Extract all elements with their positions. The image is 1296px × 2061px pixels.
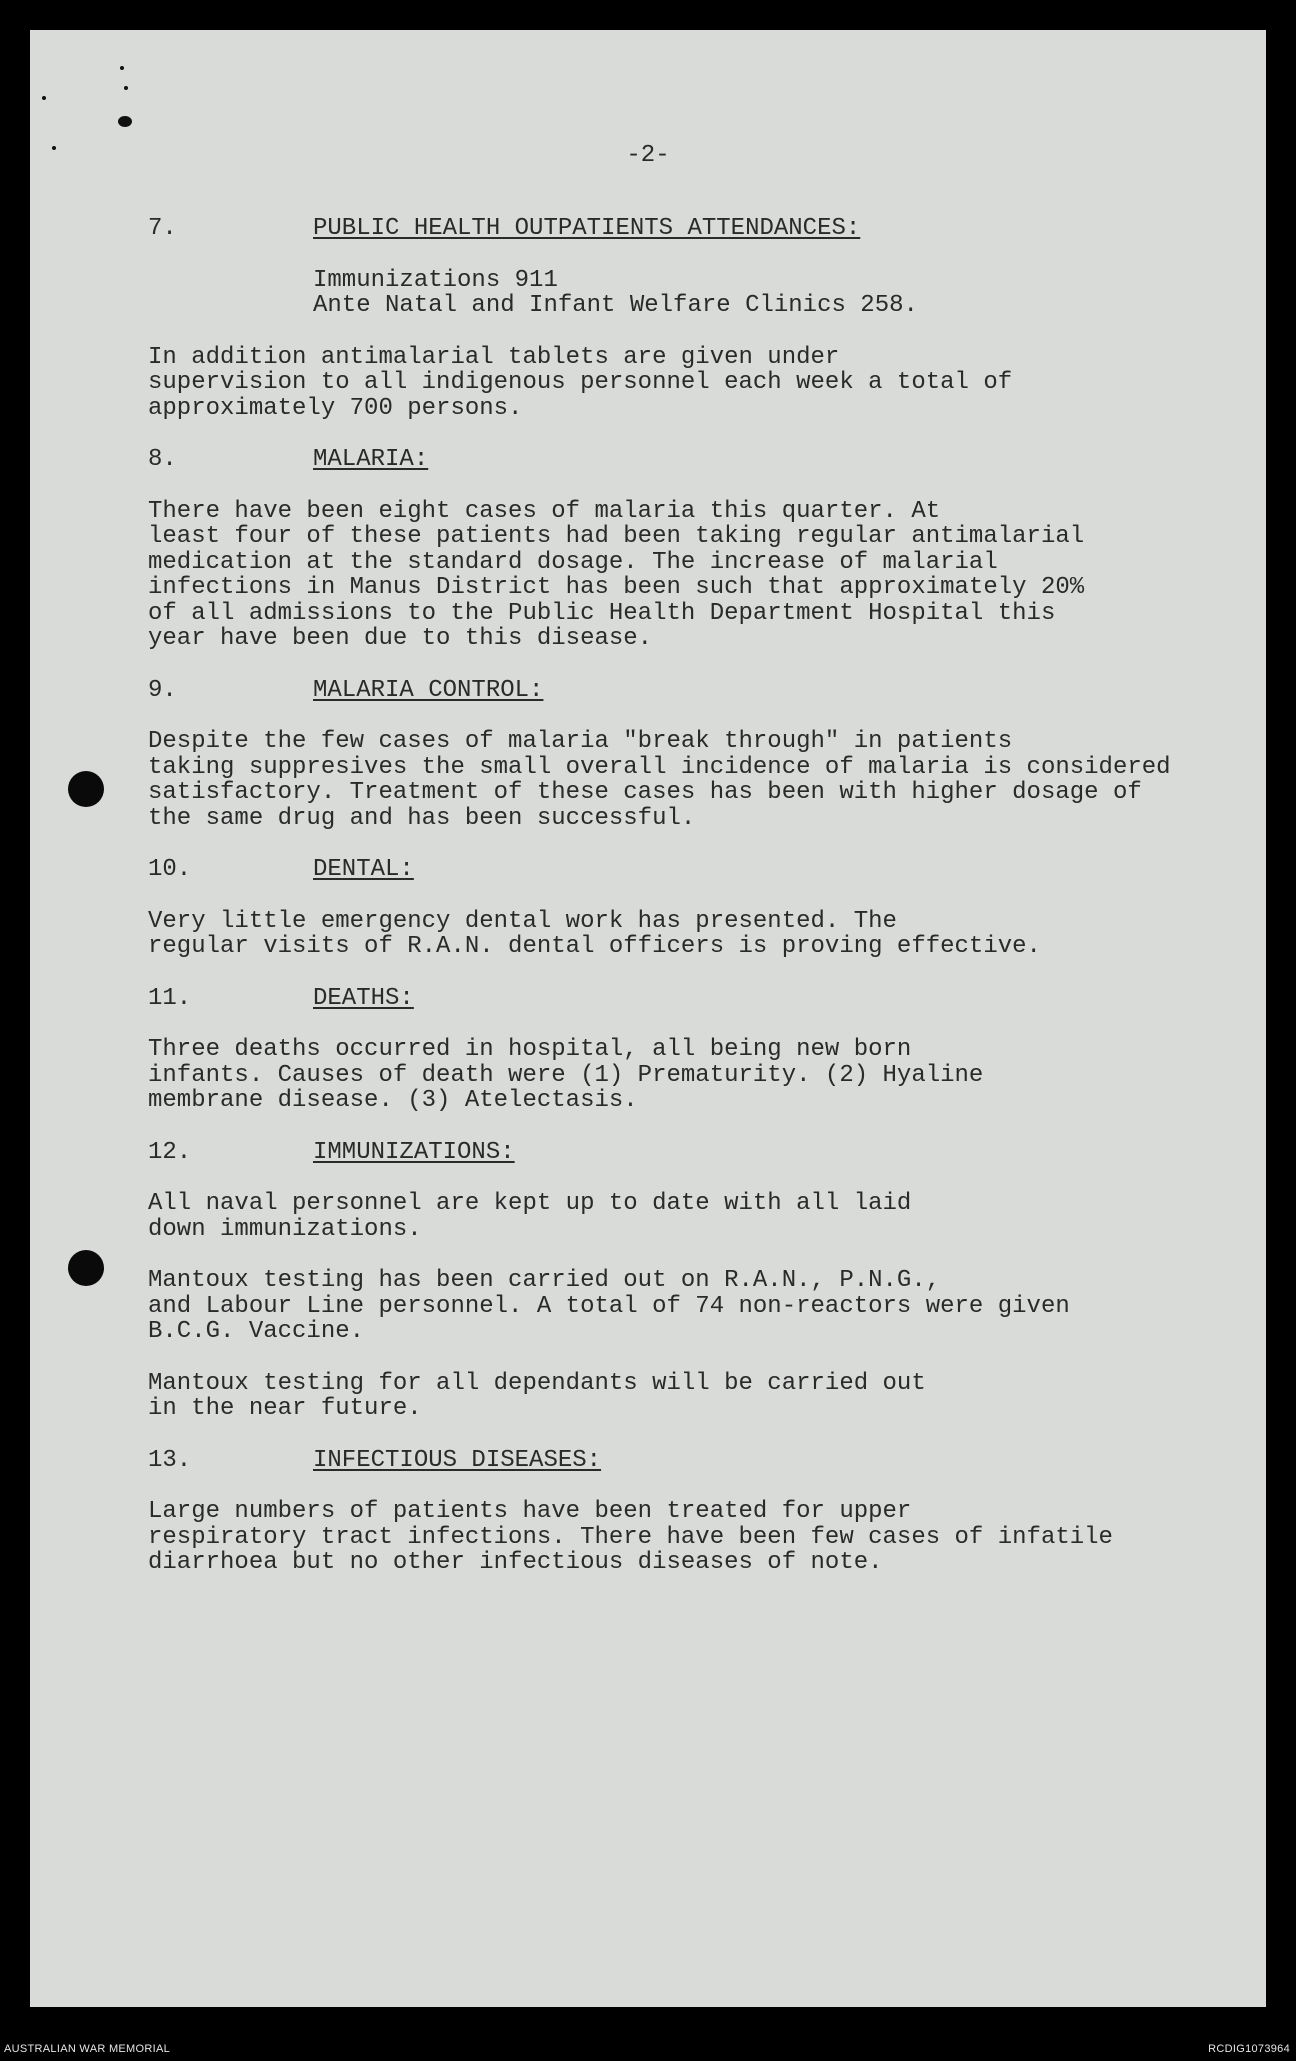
paragraph: Very little emergency dental work has presented. The regular visits of R.A.N. dental officers is proving effective.: [148, 907, 1041, 960]
section-13: [148, 1448, 1268, 1576]
punch-hole: [68, 1250, 104, 1286]
section-number: 7.: [148, 215, 177, 242]
ink-speck: [124, 86, 128, 90]
paragraph: Despite the few cases of malaria "break through" in patients taking suppresives the small overall incidence of malaria is considered satisfactory. Treatment of these cases has been with higher dosage of the same drug and has been successful.: [148, 728, 1171, 832]
section-title: IMMUNIZATIONS:: [313, 1138, 515, 1166]
paragraph: Three deaths occurred in hospital, all being new born infants. Causes of death were (1) Prematurity. (2) Hyaline membrane disease. (3) Atelectasis.: [148, 1036, 984, 1114]
document-page: [30, 30, 1266, 2007]
section-heading: [148, 857, 1268, 883]
section-11: [148, 986, 1268, 1114]
section-7: [148, 216, 1268, 421]
ink-speck: [42, 96, 46, 100]
section-number: 10.: [148, 856, 192, 883]
section-9: [148, 678, 1268, 832]
page-number: -2-: [626, 142, 670, 169]
section-number: 11.: [148, 984, 192, 1012]
footer-institution: AUSTRALIAN WAR MEMORIAL: [4, 2043, 171, 2055]
section-number: 13.: [148, 1446, 192, 1474]
section-title: DEATHS:: [313, 984, 414, 1012]
paragraph: Large numbers of patients have been treated for upper respiratory tract infections. There have been few cases of infatile diarrhoea but no other infectious diseases of note.: [148, 1498, 1113, 1576]
paragraph: Mantoux testing for all dependants will be carried out in the near future.: [148, 1369, 926, 1422]
ink-speck: [118, 116, 132, 127]
paragraph: In addition antimalarial tablets are given under supervision to all indigenous personnel each week a total of approximately 700 persons.: [148, 343, 1013, 422]
attendance-list: Immunizations 911 Ante Natal and Infant Welfare Clinics 258.: [313, 266, 918, 319]
section-title: DENTAL:: [313, 856, 414, 883]
section-title: MALARIA:: [313, 446, 429, 473]
section-8: [148, 447, 1268, 652]
paragraph: There have been eight cases of malaria this quarter. At least four of these patients had been taking regular antimalarial medication at the standard dosage. The increase of malarial infections in Manus District has been such that approximately 20% of all admissions to the Public Health Department Hospital this year have been due to this disease.: [148, 497, 1085, 652]
section-number: 9.: [148, 676, 177, 704]
section-heading: [148, 986, 1268, 1012]
ink-speck: [120, 66, 124, 70]
paragraph: Mantoux testing has been carried out on R.A.N., P.N.G., and Labour Line personnel. A total of 74 non-reactors were given B.C.G. Vaccine.: [148, 1267, 1070, 1345]
paragraph: All naval personnel are kept up to date with all laid down immunizations.: [148, 1190, 912, 1243]
document-body: [148, 216, 1268, 1602]
section-heading: [148, 1448, 1268, 1474]
footer-record-id: RCDIG1073964: [1208, 2043, 1290, 2055]
section-heading: [148, 216, 1268, 242]
section-title: MALARIA CONTROL:: [313, 676, 544, 704]
section-number: 12.: [148, 1138, 192, 1166]
section-number: 8.: [148, 446, 177, 473]
punch-hole: [68, 771, 104, 807]
section-heading: [148, 447, 1268, 473]
section-heading: [148, 1140, 1268, 1166]
section-title: PUBLIC HEALTH OUTPATIENTS ATTENDANCES:: [313, 215, 861, 242]
section-title: INFECTIOUS DISEASES:: [313, 1446, 602, 1474]
section-heading: [148, 678, 1268, 704]
section-10: [148, 857, 1268, 960]
section-12: [148, 1140, 1268, 1422]
